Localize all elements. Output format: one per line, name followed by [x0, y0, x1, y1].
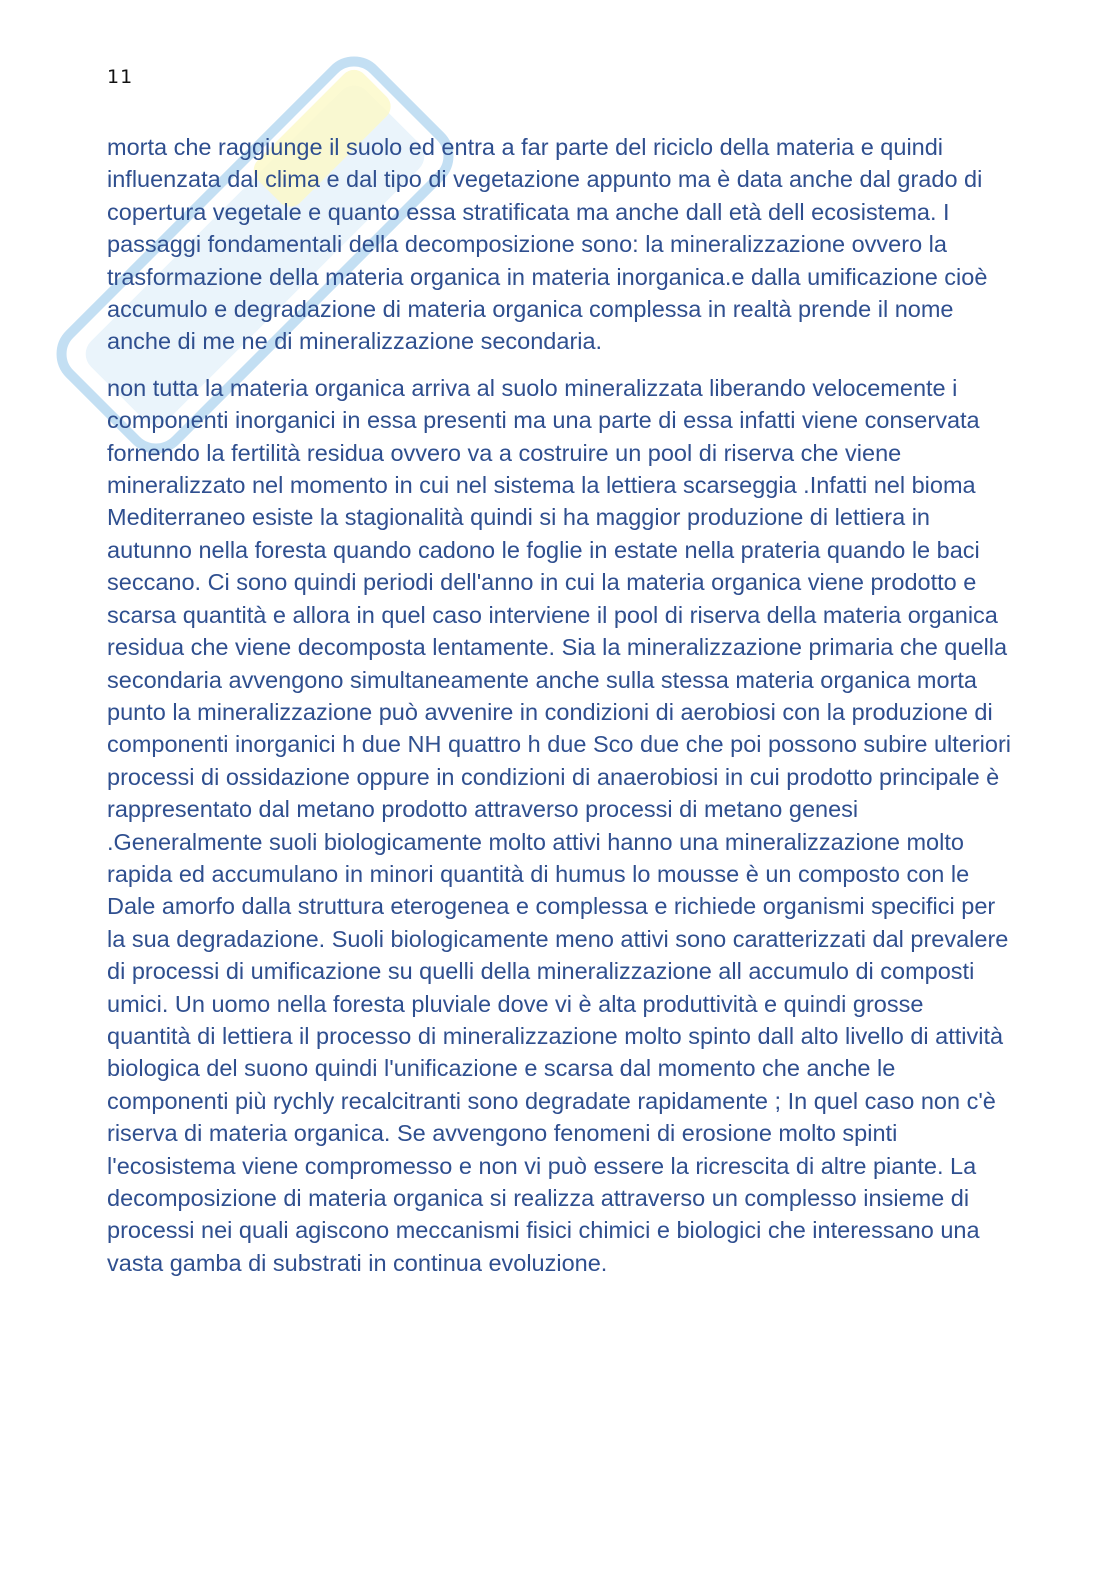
- document-body: [107, 131, 1012, 1293]
- paragraph: morta che raggiunge il suolo ed entra a far parte del riciclo della materia e quindi influenzata dal clima e dal tipo di vegetazione appunto ma è data anche dal grado di copertura vegetale e quanto essa stratificata ma anche dall età dell ecosistema. I passaggi fondamentali della decomposizione sono: la mineralizzazione ovvero la trasformazione della materia organica in materia inorganica.e dalla umificazione cioè accumulo e degradazione di materia organica complessa in realtà prende il nome anche di me ne di mineralizzazione secondaria.: [107, 134, 988, 355]
- paragraph: non tutta la materia organica arriva al suolo mineralizzata liberando velocemente i componenti inorganici in essa presenti ma una parte di essa infatti viene conservata fornendo la fertilità residua ovvero va a costruire un pool di riserva che viene mineralizzato nel momento in cui nel sistema la lettiera scarseggia .Infatti nel bioma Mediterraneo esiste la stagionalità quindi si ha maggior produzione di lettiera in autunno nella foresta quando cadono le foglie in estate nella prateria quando le baci seccano. Ci sono quindi periodi dell'anno in cui la materia organica viene prodotto e scarsa quantità e allora in quel caso interviene il pool di riserva della materia organica residua che viene decomposta lentamente. Sia la mineralizzazione primaria che quella secondaria avvengono simultaneamente anche sulla stessa materia organica morta punto la mineralizzazione può avvenire in condizioni di aerobiosi con la produzione di componenti inorganici h due NH quattro h due Sco due che poi possono subire ulteriori processi di ossidazione oppure in condizioni di anaerobiosi in cui prodotto principale è rappresentato dal metano prodotto attraverso processi di metano genesi .Generalmente suoli biologicamente molto attivi hanno una mineralizzazione molto rapida ed accumulano in minori quantità di humus lo mousse è un composto con le Dale amorfo dalla struttura eterogenea e complessa e richiede organismi specifici per la sua degradazione. Suoli biologicamente meno attivi sono caratterizzati dal prevalere di processi di umificazione su quelli della mineralizzazione all accumulo di composti umici. Un uomo nella foresta pluviale dove vi è alta produttività e quindi grosse quantità di lettiera il processo di mineralizzazione molto spinto dall alto livello di attività biologica del suono quindi l'unificazione e scarsa dal momento che anche le componenti più rychly recalcitranti sono degradate rapidamente ; In quel caso non c'è riserva di materia organica. Se avvengono fenomeni di erosione molto spinti l'ecosistema viene compromesso e non vi può essere la ricrescita di altre piante. La decomposizione di materia organica si realizza attraverso un complesso insieme di processi nei quali agiscono meccanismi fisici chimici e biologici che interessano una vasta gamba di substrati in continua evoluzione.: [107, 374, 1012, 1276]
- page-number: 11: [107, 66, 134, 88]
